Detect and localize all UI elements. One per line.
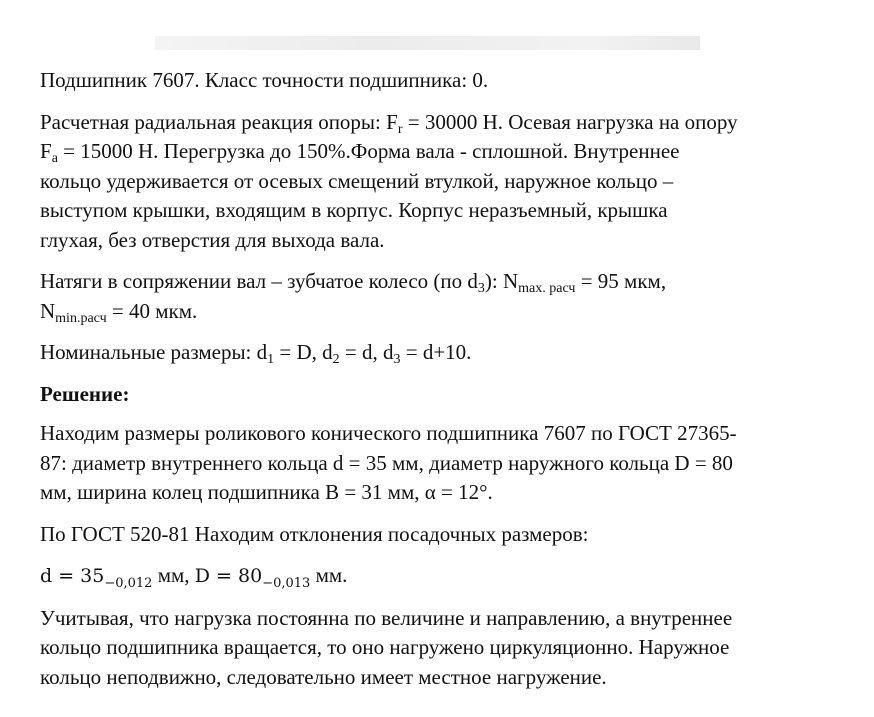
paragraph-conclusion [40,604,840,693]
formula-D-main: D = 80 [194,565,263,587]
text-radial-reaction: Расчетная радиальная реакция опоры: F [40,109,398,134]
subscript-max: max. расч [518,281,576,296]
text-concl-1: Учитывая, что нагрузка постоянна по величине и направлению, а внутреннее [40,605,733,630]
subscript-3b: 3 [393,352,401,367]
text-nominal: Номинальные размеры: d [40,340,268,364]
paragraph-loads [40,108,840,256]
text-nmax-value: = 95 мкм, [575,269,667,293]
text-d2: = D, d [274,340,333,364]
text-nmax: ): N [484,269,519,293]
heading-text: Решение: [40,381,130,406]
paragraph-gost [40,520,840,550]
text-dim-1: Находим размеры роликового конического подшипника 7607 по ГОСТ 27365- [40,421,737,445]
solution-heading [40,380,840,410]
text-fa: F [40,139,52,163]
text-housing: выступом крышки, входящим в корпус. Корпус неразъемный, крышка [40,198,668,222]
paragraph-formula [40,561,840,592]
text-inner-ring: кольцо удерживается от осевых смещений втулкой, наружное кольцо – [40,168,674,193]
paragraph-dimensions [40,419,840,508]
text-gost: По ГОСТ 520-81 Находим отклонения посадочных размеров: [40,521,589,546]
text-nmin-value: = 40 мкм. [106,298,198,323]
text-interference: Натяги в сопряжении вал – зубчатое колесо (по d [40,269,478,293]
formula-d-tolerance: −0,012 [104,576,153,591]
subscript-2: 2 [332,352,340,367]
text-concl-3: кольцо неподвижно, следовательно имеет местное нагружение. [40,664,607,689]
text-nmin: N [40,298,56,323]
subscript-1: 1 [267,352,275,367]
formula-d [40,563,348,591]
text-dim-2: 87: диаметр внутреннего кольца d = 35 мм, диаметр наружного кольца D = 80 [40,450,733,475]
text-d3: = d, d [339,340,394,364]
text-overload: = 15000 Н. Перегрузка до 150%.Форма вала - сплошной. Внутреннее [57,139,680,163]
formula-D-unit: мм. [310,563,348,587]
subscript-a: a [51,151,58,166]
text-d3-value: = d+10. [400,340,472,364]
formula-d-unit: мм, [152,563,195,587]
text-axial-load: = 30000 Н. Осевая нагрузка на опору [402,109,738,134]
text-bearing-class: Подшипник 7607. Класс точности подшипника: 0. [40,68,489,92]
subscript-min: min.расч [55,310,107,326]
paragraph-bearing-class [40,66,840,96]
scan-top-strip [155,36,700,50]
document-body [40,66,840,704]
formula-d-main: d = 35 [40,565,105,587]
paragraph-interference [40,267,840,326]
text-concl-2: кольцо подшипника вращается, то оно нагружено циркуляционно. Наружное [40,635,730,659]
text-cover: глухая, без отверстия для выхода вала. [40,227,385,252]
formula-D-tolerance: −0,013 [262,576,311,591]
paragraph-nominal-sizes [40,338,840,368]
subscript-3: 3 [477,281,485,296]
subscript-r: r [397,121,403,137]
text-dim-3: мм, ширина колец подшипника B = 31 мм, α = 12°. [40,480,493,504]
